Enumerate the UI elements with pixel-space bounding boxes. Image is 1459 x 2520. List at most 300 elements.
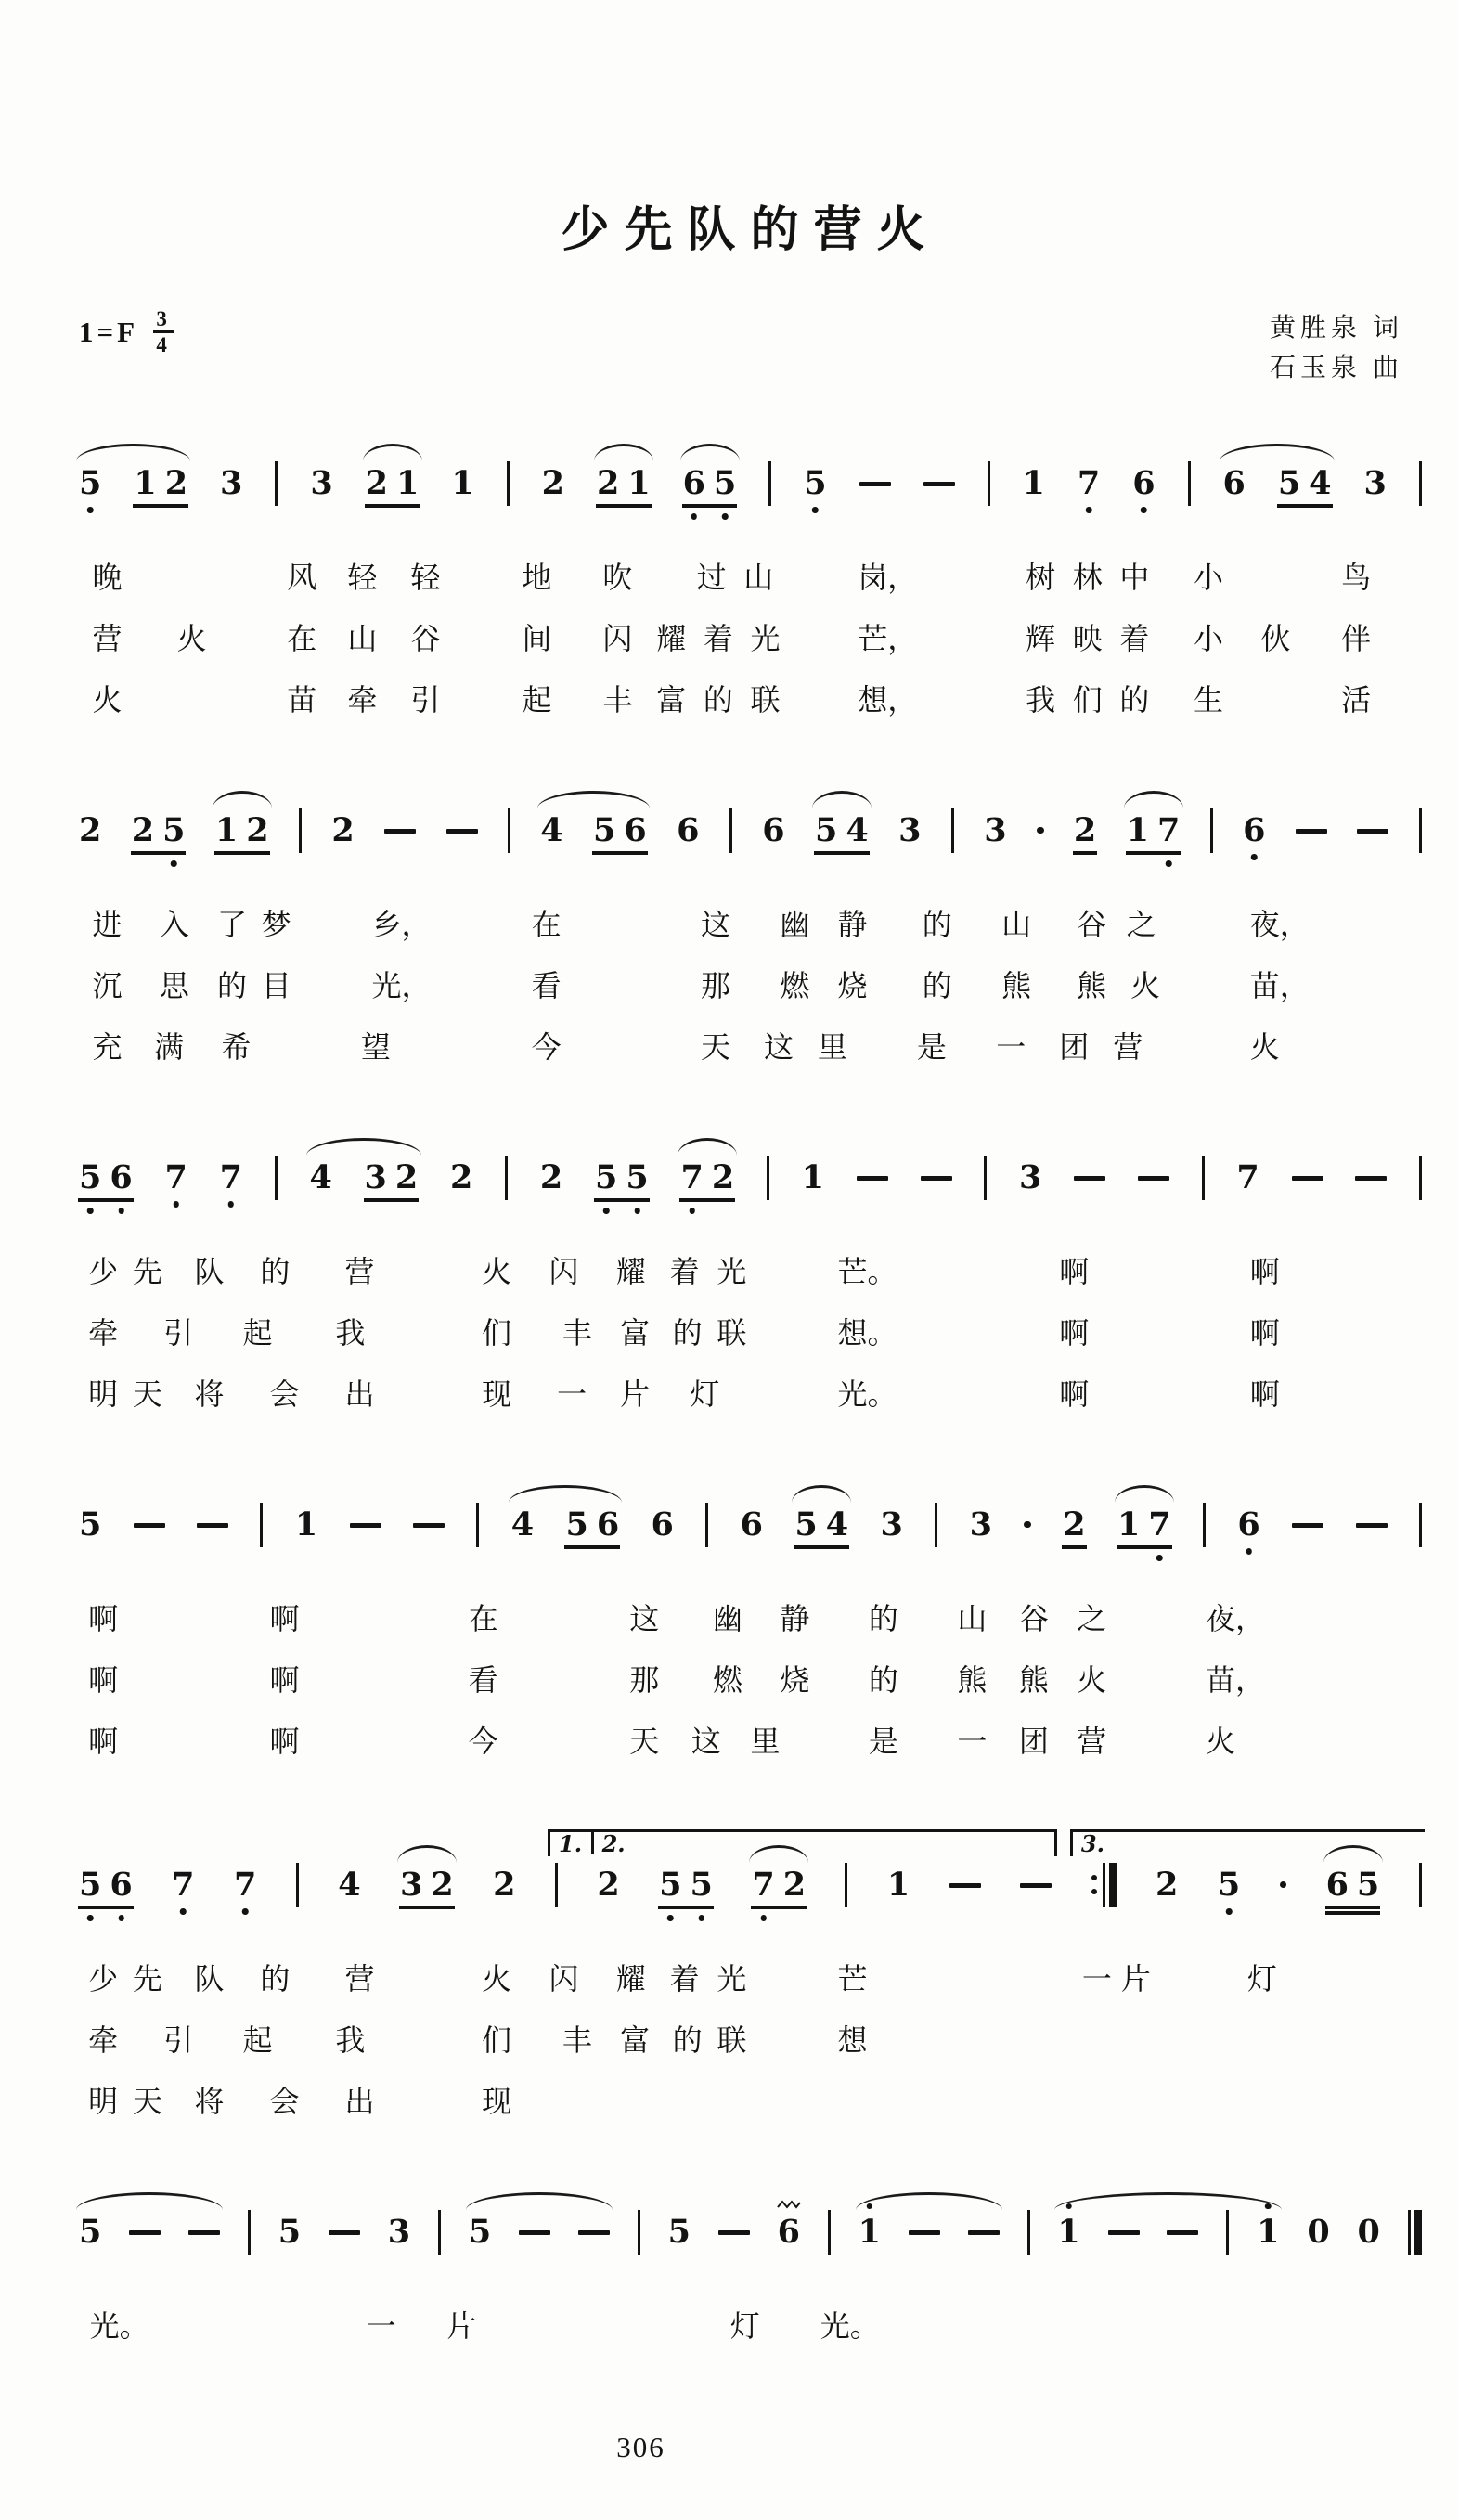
note — [595, 1159, 617, 1196]
lyric-syllable: 灯 — [690, 1376, 720, 1411]
note — [540, 812, 562, 849]
octave-dot-low — [173, 1201, 179, 1208]
beam — [131, 851, 187, 855]
dash — [446, 829, 478, 834]
slur-arc — [792, 1485, 851, 1503]
slur-arc — [363, 444, 422, 461]
music-line — [79, 441, 1422, 534]
lyric-syllable: 苗 — [287, 682, 317, 717]
slur-arc — [1323, 1845, 1383, 1863]
system-2 — [79, 788, 1422, 1092]
lyric-syllable: 夜， — [1206, 1601, 1266, 1635]
note-digit: 3 — [387, 2212, 411, 2251]
music-line — [79, 1482, 1422, 1575]
lyrics-block — [79, 1963, 1422, 2147]
note-digit: 2 — [597, 1865, 620, 1904]
note — [752, 1867, 774, 1904]
lyric-syllable: 营 — [344, 1961, 375, 1996]
lyric-syllable: 会 — [269, 1376, 300, 1411]
dash — [1355, 1176, 1387, 1181]
music-line — [79, 788, 1422, 881]
note-digit: 2 — [394, 1157, 419, 1196]
barline — [507, 461, 510, 506]
note — [624, 812, 646, 849]
note-group — [1117, 1506, 1171, 1544]
beam — [1117, 1545, 1172, 1549]
barline — [296, 1863, 299, 1907]
lyric-syllable: 着 — [1119, 621, 1150, 655]
note-digit: 2 — [431, 1865, 454, 1904]
note — [540, 1159, 562, 1196]
lyric-syllable: 这 — [700, 907, 730, 941]
note — [215, 812, 238, 849]
note-digit: 7 — [219, 1157, 242, 1196]
lyric-syllable: 中 — [1119, 560, 1150, 594]
barline — [1027, 2210, 1030, 2255]
note-group — [565, 1506, 619, 1544]
lyric-syllable: 将 — [194, 1376, 225, 1411]
lyric-syllable: 片 — [1120, 1961, 1151, 1996]
note — [1243, 812, 1265, 849]
lyric-syllable: 耀 — [656, 621, 687, 655]
lyric-syllable: 一 — [996, 1029, 1026, 1064]
note-group — [365, 1159, 419, 1196]
dash — [188, 2230, 220, 2235]
note — [714, 465, 736, 502]
slur-arc — [397, 1845, 457, 1863]
lyric-syllable: 着 — [703, 621, 733, 655]
beam — [564, 1545, 620, 1549]
lyric-syllable: 岗， — [858, 560, 918, 594]
beam — [592, 851, 648, 855]
note — [880, 1506, 902, 1544]
octave-dot-low — [1086, 507, 1092, 513]
augmentation-dot — [1037, 827, 1044, 834]
lyric-syllable: 树 — [1026, 560, 1056, 594]
lyric-syllable: 谷 — [410, 621, 441, 655]
note — [680, 1159, 703, 1196]
beam — [364, 1198, 420, 1202]
note-digit: 1 — [1257, 2212, 1280, 2251]
note-digit: 6 — [1237, 1505, 1260, 1544]
note-digit: 3 — [969, 1505, 992, 1544]
dash — [519, 2230, 550, 2235]
note-digit: 3 — [880, 1505, 903, 1544]
volta-label-2: 2. — [601, 1829, 626, 1857]
note — [778, 2214, 800, 2251]
lyric-syllable: 小 — [1194, 621, 1224, 655]
note — [762, 812, 784, 849]
lyric-syllable: 营 — [1077, 1724, 1107, 1758]
slur-arc — [306, 1138, 421, 1156]
note — [79, 2214, 101, 2251]
lyric-syllable: 出 — [344, 2084, 375, 2118]
lyric-syllable: 夜， — [1249, 907, 1310, 941]
note — [887, 1867, 910, 1904]
lyric-syllable: 啊 — [269, 1662, 300, 1697]
lyric-syllable: 耀 — [615, 1961, 646, 1996]
note — [511, 1506, 534, 1544]
note-digit: 5 — [593, 810, 616, 849]
barline — [767, 1156, 769, 1200]
note-digit: 3 — [1019, 1157, 1042, 1196]
lyric-syllable: 今 — [531, 1029, 562, 1064]
note-digit: 6 — [1222, 463, 1246, 502]
lyric-syllable: 的 — [703, 682, 733, 717]
barline — [1203, 1503, 1206, 1547]
beam — [751, 1906, 807, 1909]
note — [1019, 1159, 1041, 1196]
dash — [1292, 1176, 1323, 1181]
lyric-syllable: 的 — [1119, 682, 1150, 717]
note — [1156, 1867, 1178, 1904]
note — [295, 1506, 317, 1544]
note-digit: 4 — [510, 1505, 535, 1544]
note — [451, 465, 473, 502]
note — [366, 465, 388, 502]
lyric-syllable: 是 — [916, 1029, 947, 1064]
note-digit: 7 — [233, 1865, 257, 1904]
beam — [78, 1906, 134, 1909]
lyric-syllable: 一 — [366, 2308, 396, 2343]
note-digit: 6 — [682, 463, 705, 502]
lyric-syllable: 牵 — [88, 1315, 119, 1350]
note — [815, 812, 837, 849]
note-digit: 4 — [825, 1505, 849, 1544]
barline — [828, 2210, 831, 2255]
barline — [705, 1503, 708, 1547]
octave-dot-low — [689, 1208, 695, 1214]
note — [1364, 465, 1387, 502]
lyric-syllable: 光 — [717, 1254, 747, 1288]
octave-dot-low — [87, 1915, 94, 1921]
slur-arc — [856, 2192, 1002, 2210]
note — [1326, 1867, 1349, 1904]
note-digit: 6 — [1243, 810, 1266, 849]
lyric-syllable: 啊 — [269, 1724, 300, 1758]
slur-arc — [76, 2192, 223, 2210]
lyric-syllable: 光 — [717, 1961, 747, 1996]
note — [246, 812, 268, 849]
note-group — [815, 812, 869, 849]
lyric-syllable: 里 — [750, 1724, 781, 1758]
note-digit: 2 — [79, 810, 102, 849]
octave-dot-low — [1251, 854, 1258, 860]
lyric-syllable: 燃 — [712, 1662, 742, 1697]
note — [593, 812, 615, 849]
lyric-syllable: 啊 — [1059, 1315, 1090, 1350]
lyric-syllable: 火 — [482, 1961, 512, 1996]
note — [431, 1867, 453, 1904]
note — [691, 1867, 713, 1904]
key-signature — [79, 308, 174, 356]
note — [659, 1867, 681, 1904]
note-digit: 5 — [79, 2212, 102, 2251]
system-5 — [79, 1829, 1422, 2147]
lyric-syllable: 希 — [221, 1029, 252, 1064]
note — [79, 465, 101, 502]
octave-dot-low — [634, 1208, 640, 1214]
note — [331, 812, 354, 849]
barline — [476, 1503, 479, 1547]
note-group — [597, 465, 651, 502]
note — [79, 812, 101, 849]
note — [741, 1506, 763, 1544]
octave-dot-low — [722, 513, 729, 520]
lyricist-credit: 黄胜泉 词 — [1269, 314, 1403, 342]
note-digit: 4 — [338, 1865, 361, 1904]
note-digit: 0 — [1357, 2212, 1380, 2251]
lyric-syllable: 们 — [482, 2022, 512, 2057]
note — [451, 465, 473, 502]
octave-dot-low — [171, 860, 177, 867]
octave-dot-low — [1246, 1548, 1252, 1555]
system-1 — [79, 441, 1422, 745]
lyric-syllable: 目 — [261, 968, 291, 1002]
system-3 — [79, 1135, 1422, 1440]
note — [1057, 2214, 1079, 2251]
note — [1257, 2214, 1279, 2251]
dash — [1020, 1883, 1052, 1888]
note-digit: 4 — [540, 810, 563, 849]
note — [542, 465, 564, 502]
lyric-syllable: 将 — [194, 2084, 225, 2118]
barline — [508, 808, 510, 853]
note — [794, 1506, 817, 1544]
slur-arc — [1124, 791, 1183, 808]
octave-dot-low — [118, 1915, 124, 1921]
note-digit: 2 — [493, 1865, 516, 1904]
note — [597, 1867, 619, 1904]
note-digit: 1 — [396, 463, 420, 502]
lyric-syllable: 幽 — [780, 907, 810, 941]
note-digit: 3 — [1363, 463, 1387, 502]
slur-arc — [1054, 2192, 1282, 2210]
note — [1236, 1159, 1259, 1196]
note — [783, 1867, 806, 1904]
lyric-syllable: 闪 — [549, 1254, 579, 1288]
lyric-syllable: 进 — [92, 907, 123, 941]
lyric-syllable: 联 — [717, 1315, 747, 1350]
note-digit: 4 — [309, 1157, 332, 1196]
note-digit: 5 — [79, 463, 102, 502]
lyric-syllable: 片 — [620, 1376, 651, 1411]
note — [165, 465, 187, 502]
note-digit: 6 — [110, 1865, 133, 1904]
lyric-syllable: 的 — [672, 2022, 703, 2057]
note — [220, 1159, 242, 1196]
note — [1218, 1867, 1240, 1904]
note — [1078, 465, 1100, 502]
barline — [1210, 808, 1213, 853]
note — [310, 465, 332, 502]
note — [164, 1159, 187, 1196]
slur-arc — [812, 791, 872, 808]
note — [493, 1867, 515, 1904]
note — [469, 2214, 491, 2251]
lyric-syllable: 富 — [656, 682, 687, 717]
note — [804, 465, 826, 502]
lyric-syllable: 今 — [468, 1724, 498, 1758]
note — [677, 812, 699, 849]
note — [1148, 1506, 1170, 1544]
dash — [921, 1176, 952, 1181]
note-digit: 2 — [365, 463, 388, 502]
note — [1023, 465, 1045, 502]
lyric-syllable: 联 — [717, 2022, 747, 2057]
lyric-syllable: 起 — [242, 2022, 273, 2057]
note — [1278, 465, 1300, 502]
dash — [923, 482, 955, 486]
augmentation-dot — [1024, 1521, 1031, 1529]
note-digit: 5 — [79, 1505, 102, 1544]
barline — [1419, 1503, 1422, 1547]
note-digit: 2 — [450, 1157, 473, 1196]
lyric-syllable: 火 — [482, 1254, 512, 1288]
octave-dot-low — [1226, 1908, 1233, 1915]
note-digit: 3 — [310, 463, 333, 502]
note-group — [366, 465, 420, 502]
lyric-syllable: 晚 — [92, 560, 123, 594]
note — [846, 812, 868, 849]
beam — [794, 1545, 849, 1549]
note — [898, 812, 921, 849]
score-area — [0, 190, 1459, 2520]
lyric-syllable: 天 — [629, 1724, 660, 1758]
note — [493, 1867, 515, 1904]
lyric-syllable: 鸟 — [1341, 560, 1372, 594]
note — [164, 1159, 187, 1196]
lyric-syllable: 啊 — [269, 1601, 300, 1635]
lyric-syllable: 啊 — [88, 1601, 119, 1635]
note-digit: 6 — [740, 1505, 764, 1544]
note-digit: 1 — [451, 463, 474, 502]
barline — [248, 2210, 251, 2255]
lyric-syllable: 我 — [335, 2022, 366, 2057]
note — [79, 2214, 101, 2251]
lyric-syllable: 引 — [163, 1315, 194, 1350]
note — [880, 1506, 902, 1544]
note — [400, 1867, 422, 1904]
lyric-syllable: 望 — [360, 1029, 391, 1064]
note-digit: 5 — [1356, 1865, 1380, 1904]
note — [309, 1159, 331, 1196]
note-digit: 5 — [565, 1505, 588, 1544]
octave-dot-low — [698, 1915, 704, 1921]
lyric-syllable: 光， — [371, 968, 432, 1002]
lyric-syllable: 引 — [410, 682, 441, 717]
note-digit: 2 — [596, 463, 620, 502]
note-digit: 6 — [1132, 463, 1156, 502]
lyric-syllable: 们 — [1072, 682, 1103, 717]
note-digit: 7 — [1157, 810, 1181, 849]
note — [542, 465, 564, 502]
barline — [768, 461, 771, 506]
dash — [857, 1176, 888, 1181]
lyric-syllable: 辉 — [1026, 621, 1056, 655]
note — [1132, 465, 1155, 502]
octave-dot-low — [87, 1208, 94, 1214]
octave-dot-low — [667, 1915, 674, 1921]
note — [677, 812, 699, 849]
barline — [730, 808, 732, 853]
note — [388, 2214, 410, 2251]
beam — [365, 504, 420, 508]
beam — [133, 504, 188, 508]
lyric-syllable: 乡， — [371, 907, 432, 941]
lyric-syllable: 现 — [482, 2084, 512, 2118]
lyric-syllable: 起 — [522, 682, 552, 717]
note-digit: 2 — [539, 1157, 563, 1196]
note — [79, 1506, 101, 1544]
note — [1357, 1867, 1379, 1904]
lyric-syllable: 团 — [1059, 1029, 1090, 1064]
lyric-syllable: 静 — [780, 1601, 810, 1635]
lyric-syllable: 谷 — [1077, 907, 1107, 941]
barline — [275, 1156, 278, 1200]
lyric-syllable: 谷 — [1018, 1601, 1049, 1635]
lyric-syllable: 的 — [217, 968, 248, 1002]
volta-label-1: 1. — [559, 1829, 583, 1857]
lyric-syllable: 少 — [88, 1961, 119, 1996]
dash — [1296, 829, 1327, 834]
lyric-syllable: 生 — [1194, 682, 1224, 717]
lyric-syllable: 想， — [858, 682, 918, 717]
note-group — [1278, 465, 1332, 502]
note — [668, 2214, 691, 2251]
dash — [1074, 1176, 1105, 1181]
lyric-syllable: 了 — [217, 907, 248, 941]
slur-arc — [1220, 444, 1335, 461]
lyric-syllable: 烧 — [837, 968, 868, 1002]
note-digit: 6 — [762, 810, 785, 849]
lyric-syllable: 营 — [92, 621, 123, 655]
thin-barline — [1408, 2210, 1411, 2255]
note-digit: 6 — [596, 1505, 620, 1544]
lyric-syllable: 思 — [159, 968, 189, 1002]
note-digit: 6 — [777, 2212, 800, 2251]
lyric-syllable: 沉 — [92, 968, 123, 1002]
note — [365, 1159, 387, 1196]
note — [110, 1867, 132, 1904]
lyric-syllable: 的 — [868, 1662, 898, 1697]
dash — [718, 2230, 750, 2235]
lyric-syllable: 的 — [922, 968, 952, 1002]
note-digit: 1 — [801, 1157, 825, 1196]
note-digit: 4 — [1309, 463, 1332, 502]
note-digit: 3 — [399, 1865, 423, 1904]
note-digit: 6 — [1325, 1865, 1349, 1904]
lyric-syllable: 满 — [154, 1029, 185, 1064]
lyric-syllable: 山 — [347, 621, 378, 655]
composer-credit: 石玉泉 曲 — [1269, 354, 1403, 383]
lyric-syllable: 联 — [750, 682, 781, 717]
lyric-syllable: 火 — [1077, 1662, 1107, 1697]
note-group — [132, 812, 186, 849]
lyric-syllable: 的 — [868, 1601, 898, 1635]
note — [234, 1867, 256, 1904]
note — [1243, 812, 1265, 849]
note — [388, 2214, 410, 2251]
music-line — [79, 2190, 1422, 2282]
barline — [1419, 1863, 1422, 1907]
beam — [594, 1198, 650, 1202]
note — [395, 1159, 418, 1196]
note-group — [659, 1867, 713, 1904]
lyric-syllable: 在 — [531, 907, 562, 941]
lyric-syllable: 先 — [132, 1254, 162, 1288]
lyric-syllable: 先 — [132, 1961, 162, 1996]
